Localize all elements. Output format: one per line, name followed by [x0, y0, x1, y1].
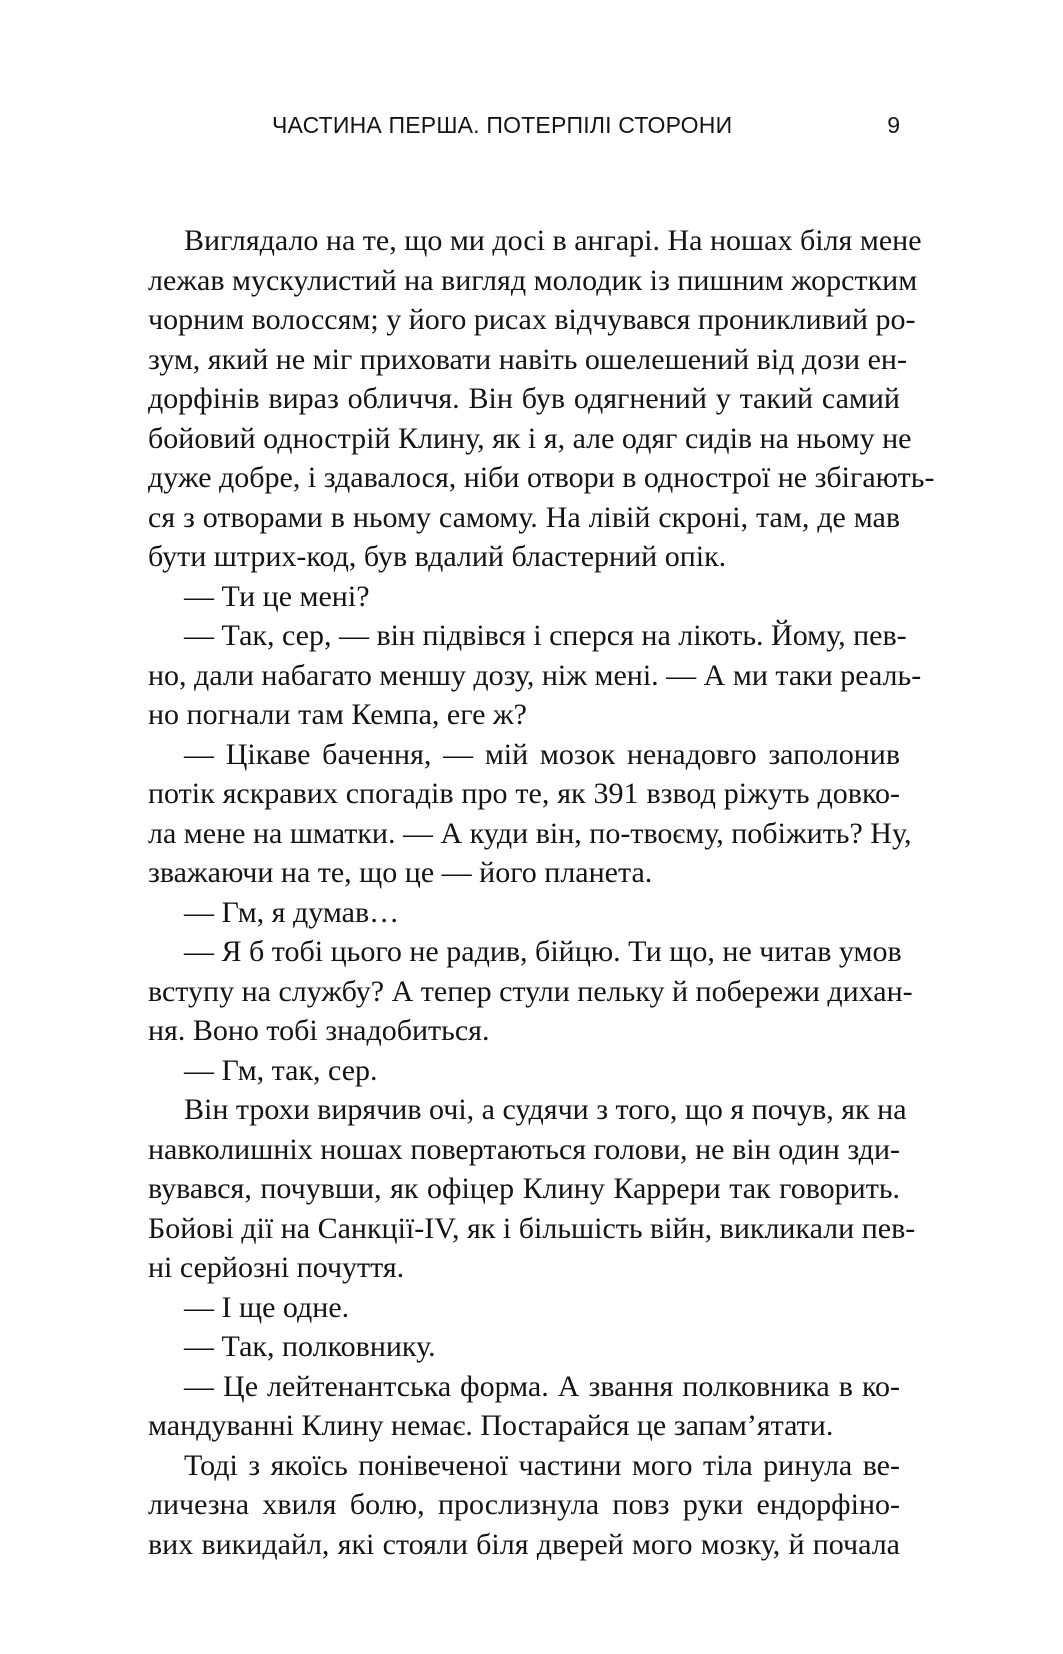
text-line: вих викидайл, які стояли біля дверей мого мозку, й почала — [148, 1527, 900, 1561]
text-line: Виглядало на те, що ми досі в ангарі. На ношах біля мене — [184, 224, 922, 257]
text-line: зважаючи на те, що це — його планета. — [148, 856, 653, 889]
text-line: бути штрих-код, був вдалий бластерний опік. — [148, 540, 727, 573]
text-line: Він трохи вирячив очі, а судячи з того, що я почув, як на — [184, 1093, 907, 1126]
text-line: — Так, сер, — він підвівся і сперся на лікоть. Йому, пев- — [184, 619, 907, 652]
text-line: Бойові дії на Санкції-IV, як і більшість війн, викликали пев- — [148, 1211, 916, 1245]
text-line: мандуванні Клину немає. Постарайся це запам’ятати. — [148, 1409, 834, 1442]
text-line: ня. Воно тобі знадобиться. — [148, 1014, 490, 1047]
text-line: вувався, почувши, як офіцер Клину Каррери так говорить. — [148, 1172, 900, 1205]
text-line: — І ще одне. — [184, 1290, 350, 1324]
text-line: — Це лейтенантська форма. А звання полковника в ко- — [184, 1369, 900, 1403]
text-line: зум, який не міг приховати навіть ошелешений від дози ен- — [148, 342, 907, 376]
text-line: — Я б тобі цього не радив, бійцю. Ти що, не читав умов — [184, 935, 902, 968]
text-line: Тоді з якоїсь понівеченої частини мого тіла ринула ве- — [184, 1448, 900, 1482]
text-line: потік яскравих спогадів про те, як 391 взвод ріжуть довко- — [148, 777, 900, 810]
text-line: чорним волоссям; у його рисах відчувався проникливий ро- — [148, 303, 916, 336]
text-line: личезна хвиля болю, прослизнула повз руки ендорфіно- — [148, 1488, 900, 1521]
text-line: ся з отворами в ньому самому. На лівій скроні, там, де мав — [148, 500, 900, 534]
text-line: но погнали там Кемпа, еге ж? — [148, 698, 527, 731]
text-line: — Цікаве бачення, — мій мозок ненадовго заполонив — [184, 737, 900, 771]
text-line: навколишніх ношах повертаються голови, не він один зди- — [148, 1132, 900, 1166]
page-number: 9 — [887, 112, 900, 138]
running-title: ЧАСТИНА ПЕРША. ПОТЕРПІЛІ СТОРОНИ — [272, 112, 733, 138]
text-line: бойовий однострій Клину, як і я, але одяг сидів на ньому не — [148, 421, 912, 455]
text-line: дорфінів вираз обличчя. Він був одягнений у такий самий — [148, 382, 900, 415]
text-line: — Гм, я думав… — [184, 895, 400, 929]
running-header — [148, 112, 900, 146]
text-line: но, дали набагато меншу дозу, ніж мені. — А ми таки реаль- — [148, 658, 922, 692]
text-line: лежав мускулистий на вигляд молодик із пишним жорстким — [148, 263, 918, 297]
text-line: — Гм, так, сер. — [184, 1053, 378, 1087]
text-line: ні серйозні почуття. — [148, 1251, 405, 1284]
text-line: вступу на службу? А тепер стули пельку й побережи дихан- — [148, 974, 913, 1008]
text-line: дуже добре, і здавалося, ніби отвори в однострої не збігають- — [148, 461, 935, 494]
text-line: — Ти це мені? — [184, 579, 370, 613]
body-text — [148, 221, 935, 1564]
text-line: ла мене на шматки. — А куди він, по-твоєму, побіжить? Ну, — [148, 816, 912, 850]
text-line: — Так, полковнику. — [184, 1330, 436, 1363]
